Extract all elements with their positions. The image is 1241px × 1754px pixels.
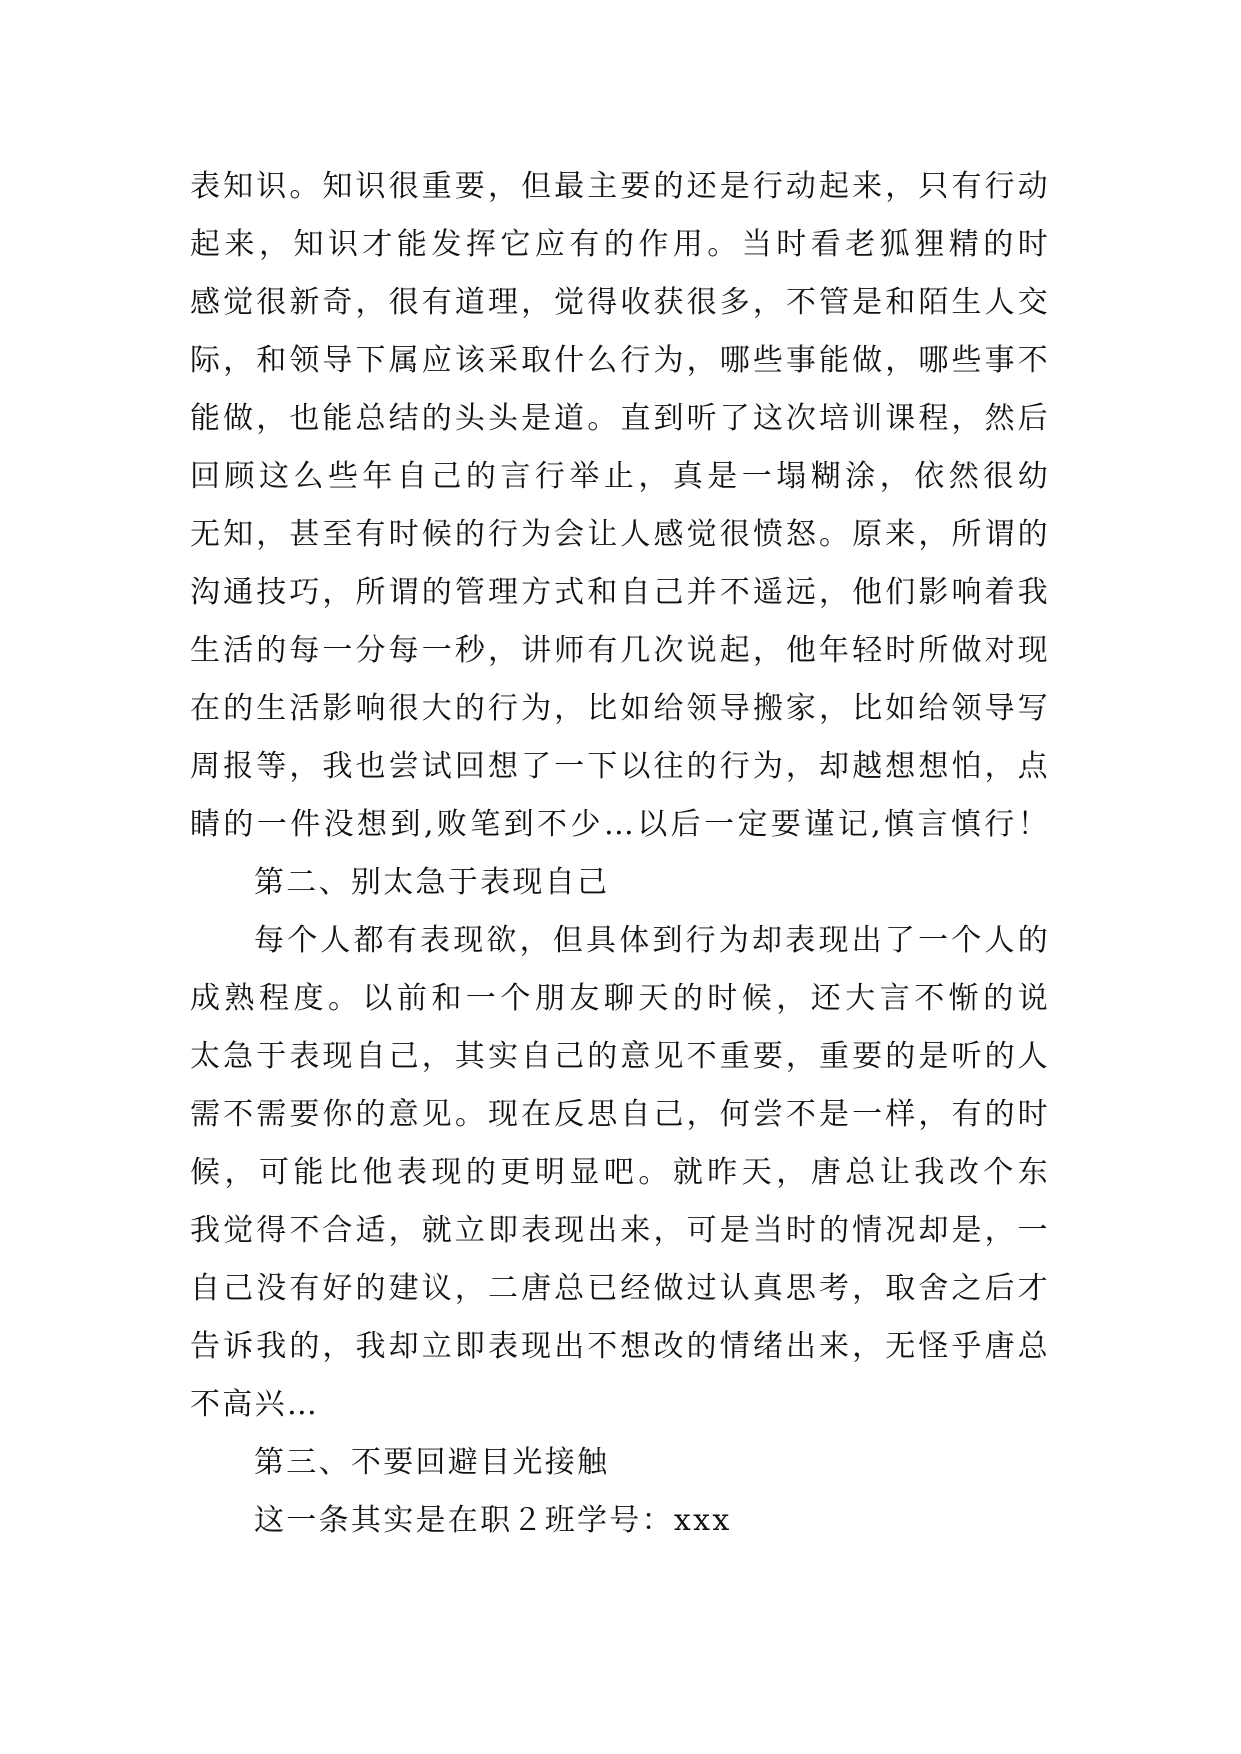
paragraph-line: 候，可能比他表现的更明显吧。就昨天，唐总让我改个东 <box>190 1155 1050 1190</box>
paragraph-line: 需不需要你的意见。现在反思自己，何尝不是一样，有的时 <box>190 1097 1050 1132</box>
paragraph-line: 无知，甚至有时候的行为会让人感觉很愤怒。原来，所谓的 <box>190 517 1050 552</box>
paragraph-line: 太急于表现自己，其实自己的意见不重要，重要的是听的人 <box>190 1039 1050 1074</box>
paragraph-line: 感觉很新奇，很有道理，觉得收获很多，不管是和陌生人交 <box>190 285 1050 320</box>
paragraph-line: 能做，也能总结的头头是道。直到听了这次培训课程，然后 <box>190 401 1050 436</box>
paragraph-line: 周报等，我也尝试回想了一下以往的行为，却越想想怕，点 <box>190 749 1050 784</box>
paragraph-line: 这一条其实是在职２班学号：xxx <box>254 1503 732 1538</box>
paragraph-line: 回顾这么些年自己的言行举止，真是一塌糊涂，依然很幼 <box>190 459 1050 494</box>
paragraph-line: 每个人都有表现欲，但具体到行为却表现出了一个人的 <box>254 923 1050 958</box>
document-body <box>190 158 1050 1550</box>
section-heading-3: 第三、不要回避目光接触 <box>254 1445 610 1480</box>
paragraph-line: 成熟程度。以前和一个朋友聊天的时候，还大言不惭的说 <box>190 981 1050 1016</box>
paragraph-line: 我觉得不合适，就立即表现出来，可是当时的情况却是，一 <box>190 1213 1050 1248</box>
paragraph-line: 在的生活影响很大的行为，比如给领导搬家，比如给领导写 <box>190 691 1050 726</box>
paragraph-line: 生活的每一分每一秒，讲师有几次说起，他年轻时所做对现 <box>190 633 1050 668</box>
paragraph-line: 起来，知识才能发挥它应有的作用。当时看老狐狸精的时 <box>190 227 1050 262</box>
paragraph-line: 睛的一件没想到,败笔到不少…以后一定要谨记,慎言慎行！ <box>190 807 1050 842</box>
paragraph-line: 沟通技巧，所谓的管理方式和自己并不遥远，他们影响着我 <box>190 575 1050 610</box>
paragraph-line: 自己没有好的建议，二唐总已经做过认真思考，取舍之后才 <box>190 1271 1050 1306</box>
paragraph-line: 不高兴… <box>190 1387 320 1422</box>
paragraph-line: 际，和领导下属应该采取什么行为，哪些事能做，哪些事不 <box>190 343 1050 378</box>
paragraph-line: 告诉我的，我却立即表现出不想改的情绪出来，无怪乎唐总 <box>190 1329 1050 1364</box>
section-heading-2: 第二、别太急于表现自己 <box>254 865 610 900</box>
paragraph-line: 表知识。知识很重要，但最主要的还是行动起来，只有行动 <box>190 169 1050 204</box>
